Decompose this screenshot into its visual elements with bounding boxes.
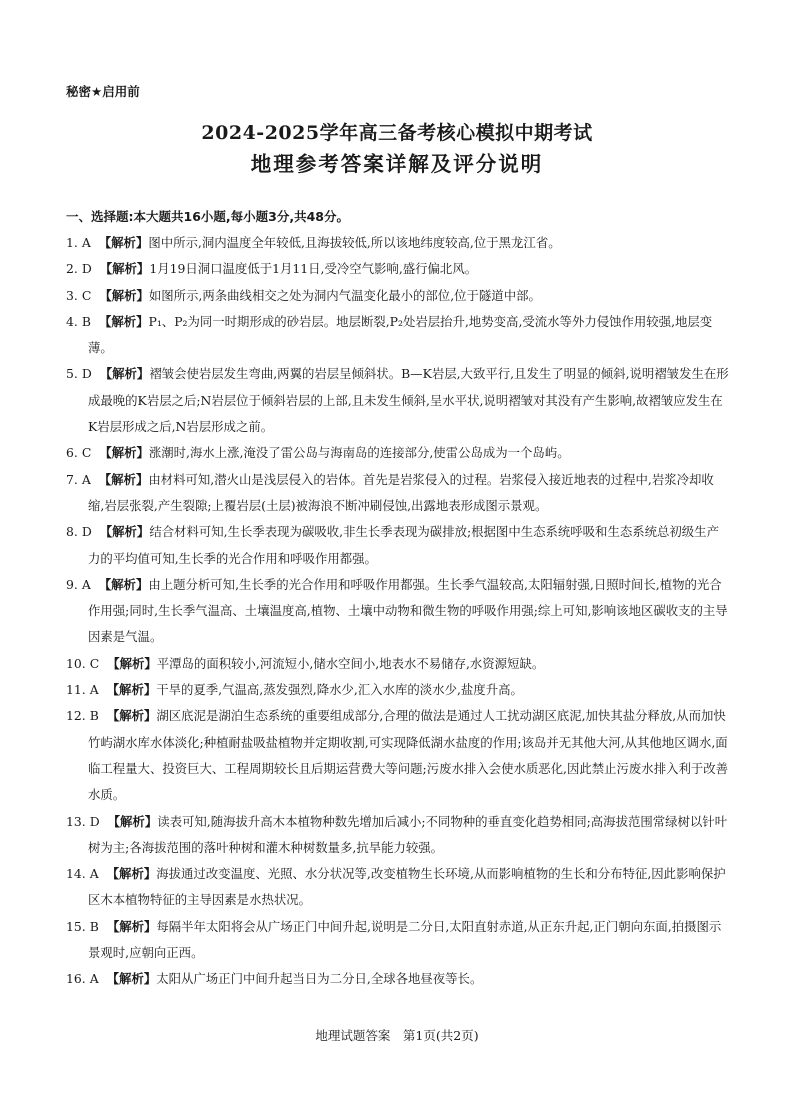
question-number: 12.: [66, 708, 86, 724]
answer-choice: C: [89, 655, 100, 671]
answer-choice: C: [81, 445, 92, 461]
analysis-text: 湖区底泥是湖泊生态系统的重要组成部分,合理的做法是通过人工扰动湖区底泥,加快其盐分释放,从而加快竹屿湖水库水体淡化;种植耐盐吸盐植物并定期收割,可实现降低湖水盐度的作用;该岛并无其他大河,从其他地区调水,面临工程量大、投资巨大、工程周期较长且后期运营费大等问题;污废水排入会使水质恶化,因此禁止污废水排入利于改善水质。: [88, 708, 729, 803]
question-number: 8.: [66, 524, 78, 540]
answer-item: [66, 440, 730, 466]
question-number: 14.: [66, 866, 86, 882]
analysis-tag: 【解析】: [98, 471, 149, 487]
answer-item: [66, 230, 730, 256]
question-number: 11.: [66, 682, 86, 698]
answer-item: [66, 256, 730, 282]
question-number: 13.: [66, 813, 86, 829]
question-number: 1.: [66, 235, 78, 250]
answer-choice: A: [81, 235, 91, 250]
analysis-text: 褶皱会使岩层发生弯曲,两翼的岩层呈倾斜状。B—K岩层,大致平行,且发生了明显的倾斜,说明褶皱发生在形成最晚的K岩层之后;N岩层位于倾斜岩层的上部,且未发生倾斜,呈水平状,说明褶皱对其没有产生影响,故褶皱应发生在K岩层形成之后,N岩层形成之前。: [88, 366, 729, 435]
answer-choice: C: [81, 287, 92, 303]
analysis-text: 图中所示,洞内温度全年较低,且海拔较低,所以该地纬度较高,位于黑龙江省。: [148, 235, 561, 250]
answer-choice: A: [89, 866, 99, 882]
answer-item: [66, 572, 730, 651]
question-number: 4.: [66, 313, 78, 329]
analysis-text: 太阳从广场正门中间升起当日为二分日,全球各地昼夜等长。: [156, 971, 483, 987]
answer-choice: B: [89, 918, 99, 934]
answer-item: [66, 651, 730, 677]
analysis-tag: 【解析】: [99, 524, 150, 540]
analysis-tag: 【解析】: [106, 866, 157, 882]
answer-choice: D: [81, 524, 92, 540]
question-number: 3.: [66, 287, 78, 303]
analysis-text: 结合材料可知,生长季表现为碳吸收,非生长季表现为碳排放;根据图中生态系统呼吸和生态系统总初级生产力的平均值可知,生长季的光合作用和呼吸作用都强。: [88, 524, 719, 566]
analysis-tag: 【解析】: [107, 813, 158, 829]
exam-title: 2024-2025学年高三备考核心模拟中期考试: [201, 122, 593, 144]
answer-choice: A: [81, 576, 91, 592]
analysis-tag: 【解析】: [98, 235, 149, 250]
answer-item: [66, 914, 730, 967]
analysis-tag: 【解析】: [106, 708, 157, 724]
analysis-text: 由上题分析可知,生长季的光合作用和呼吸作用都强。生长季气温较高,太阳辐射强,日照时间长,植物的光合作用强;同时,生长季气温高、土壤温度高,植物、土壤中动物和微生物的呼吸作用强;综上可知,影响该地区碳收支的主导因素是气温。: [88, 576, 728, 645]
analysis-tag: 【解析】: [106, 682, 157, 698]
answer-choice: D: [81, 366, 92, 382]
analysis-tag: 【解析】: [99, 366, 150, 382]
analysis-text: 1月19日洞口温度低于1月11日,受冷空气影响,盛行偏北风。: [149, 261, 478, 277]
answer-choice: B: [89, 708, 99, 724]
analysis-tag: 【解析】: [107, 655, 157, 671]
answer-list: [66, 230, 730, 993]
confidential-label: 秘密★启用前: [66, 84, 140, 99]
page-footer: 地理试题答案 第1页(共2页): [315, 1028, 479, 1043]
answer-choice: B: [81, 313, 91, 329]
section-heading: 一、选择题:本大题共16小题,每小题3分,共48分。: [66, 209, 349, 224]
answer-key-title: 地理参考答案详解及评分说明: [250, 152, 544, 176]
question-number: 2.: [66, 261, 78, 277]
analysis-text: 干旱的夏季,气温高,蒸发强烈,降水少,汇入水库的淡水少,盐度升高。: [156, 682, 523, 698]
answer-item: [66, 966, 730, 992]
analysis-tag: 【解析】: [99, 287, 149, 303]
question-number: 9.: [66, 576, 78, 592]
answer-item: [66, 283, 730, 309]
analysis-text: 每隔半年太阳将会从广场正门中间升起,说明是二分日,太阳直射赤道,从正东升起,正门朝向东面,拍摄图示景观时,应朝向正西。: [88, 918, 722, 961]
analysis-text: 海拔通过改变温度、光照、水分状况等,改变植物生长环境,从而影响植物的生长和分布特征,因此影响保护区木本植物特征的主导因素是水热状况。: [88, 866, 726, 908]
answer-item: [66, 677, 730, 703]
question-number: 5.: [66, 366, 78, 382]
answer-choice: D: [89, 813, 100, 829]
question-number: 15.: [66, 918, 86, 934]
analysis-tag: 【解析】: [99, 261, 150, 277]
answer-item: [66, 703, 730, 808]
analysis-tag: 【解析】: [98, 576, 149, 592]
question-number: 7.: [66, 471, 78, 487]
analysis-text: P₁、P₂为同一时期形成的砂岩层。地层断裂,P₂处岩层抬升,地势变高,受流水等外力侵蚀作用较强,地层变薄。: [88, 313, 713, 356]
analysis-text: 如图所示,两条曲线相交之处为洞内气温变化最小的部位,位于隧道中部。: [148, 287, 541, 303]
analysis-tag: 【解析】: [98, 313, 149, 329]
question-number: 10.: [66, 655, 86, 671]
answer-item: [66, 861, 730, 914]
analysis-text: 由材料可知,潜火山是浅层侵入的岩体。首先是岩浆侵入的过程。岩浆侵入接近地表的过程中,岩浆冷却收缩,岩层张裂,产生裂隙;上覆岩层(土层)被海浪不断冲刷侵蚀,出露地表形成图示景观。: [88, 471, 714, 513]
analysis-text: 读表可知,随海拔升高木本植物种数先增加后减小;不同物种的垂直变化趋势相同;高海拔范围常绿树以针叶树为主;各海拔范围的落叶种树和灌木种树数量多,抗旱能力较强。: [88, 813, 728, 855]
answer-choice: A: [89, 682, 99, 698]
answer-choice: D: [81, 261, 92, 277]
analysis-tag: 【解析】: [99, 445, 149, 461]
analysis-text: 涨潮时,海水上涨,淹没了雷公岛与海南岛的连接部分,使雷公岛成为一个岛屿。: [148, 445, 570, 461]
answer-choice: A: [81, 471, 91, 487]
answer-item: [66, 519, 730, 572]
answer-item: [66, 809, 730, 862]
analysis-tag: 【解析】: [106, 971, 157, 987]
answer-item: [66, 309, 730, 362]
answer-item: [66, 361, 730, 440]
question-number: 6.: [66, 445, 78, 461]
analysis-text: 平潭岛的面积较小,河流短小,储水空间小,地表水不易储存,水资源短缺。: [156, 655, 545, 671]
question-number: 16.: [66, 971, 86, 987]
analysis-tag: 【解析】: [106, 918, 157, 934]
answer-item: [66, 467, 730, 520]
answer-choice: A: [89, 971, 99, 987]
